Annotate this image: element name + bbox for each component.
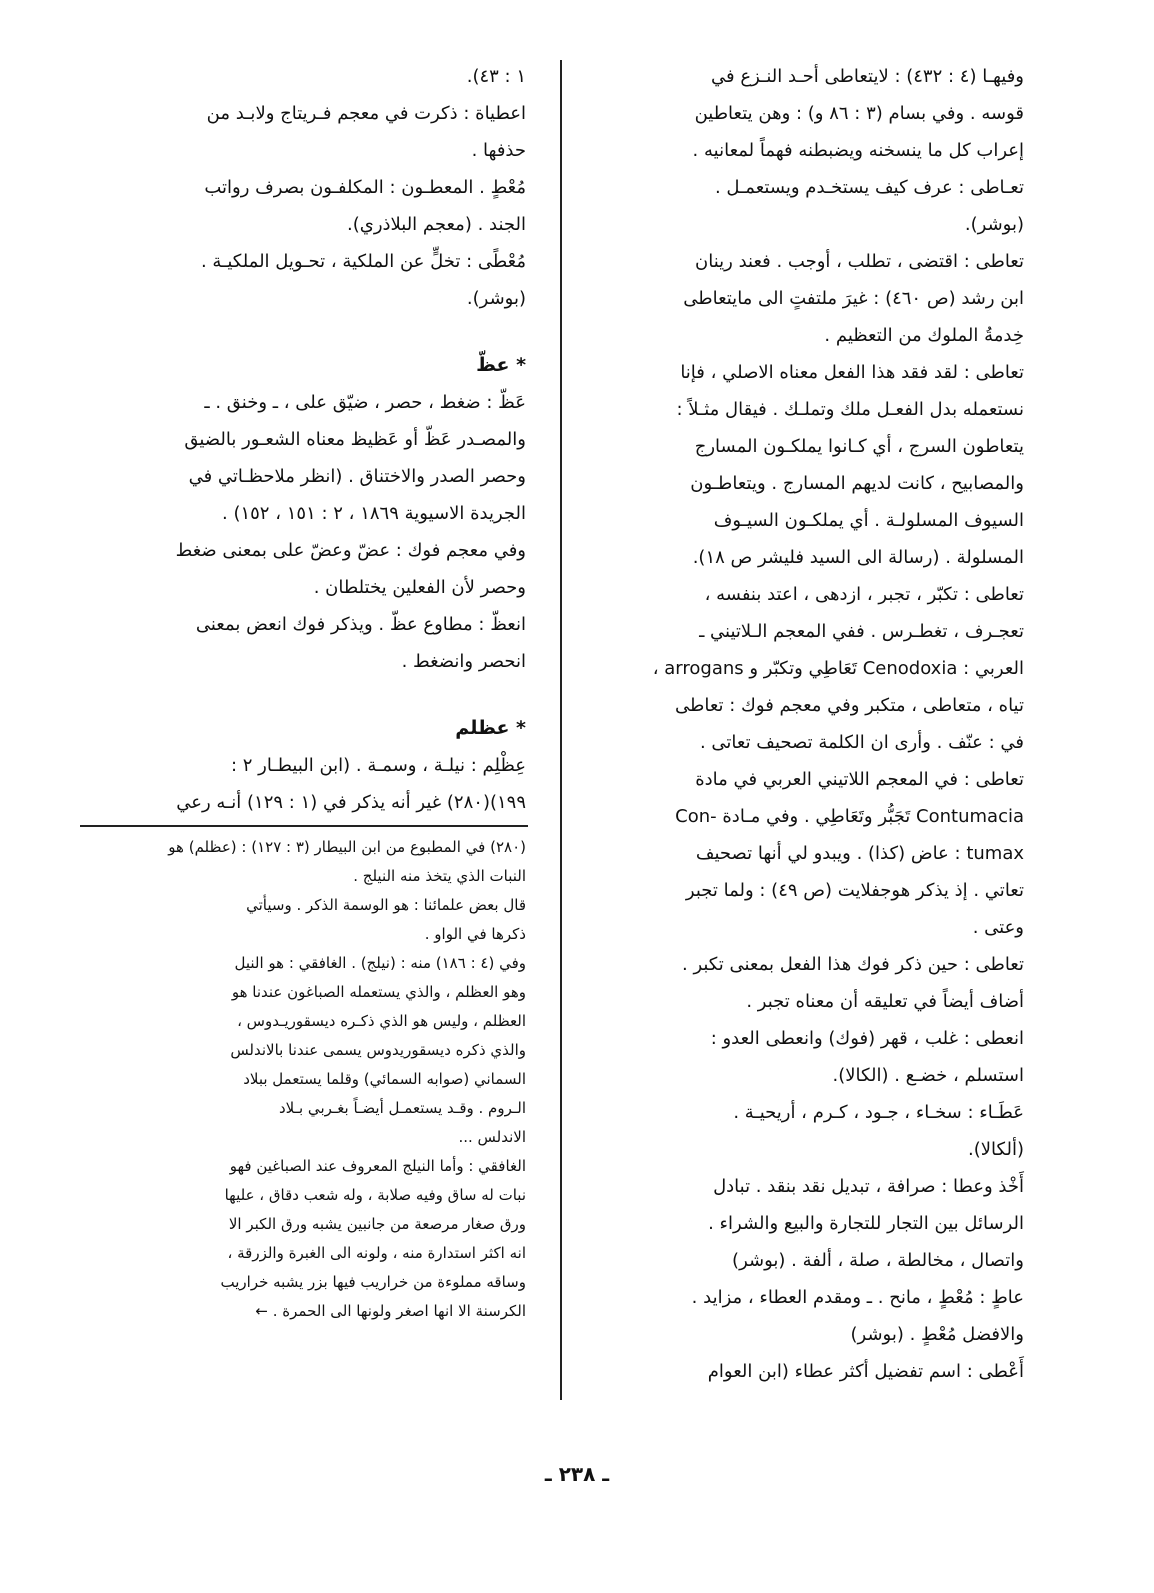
text-line: (بوشر).	[964, 214, 1024, 235]
page-number: ـ ٢٣٨ ـ	[544, 1462, 610, 1486]
text-line: والافضل مُعْطٍ . (بوشر)	[850, 1324, 1024, 1345]
footnote-line: ورق صغار مرصعة من جانبين يشبه ورق الكبر الا	[228, 1215, 526, 1233]
text-line: عَظّ : ضغط ، حصر ، ضيّق على ، ـ وخنق . ـ	[204, 392, 526, 413]
text-line: تعاطى : في المعجم اللاتيني العربي في مادة	[695, 769, 1024, 790]
text-line: (بوشر).	[466, 288, 526, 309]
text-line: انعظّ : مطاوع عظّ . ويذكر فوك انعض بمعنى	[195, 614, 526, 635]
text-line: العربي : Cenodoxia تَعَاطِي وتكبّر و arrogans ،	[652, 658, 1024, 679]
text-line: عِظْلِم : نيلـة ، وسمـة . (ابن البيطـار ٢ :	[230, 755, 526, 776]
footnote-line: النبات الذي يتخذ منه النيلج .	[353, 867, 526, 885]
footnote-line: وساقه مملوءة من خراريب فيها بزر يشبه خراريب	[220, 1273, 526, 1291]
text-line: الجند . (معجم البلاذري).	[346, 214, 526, 235]
right-column	[592, 58, 1024, 1390]
footnote-line: الغافقي : وأما النيلج المعروف عند الصباغين فهو	[229, 1157, 526, 1175]
text-line: المسلولة . (رسالة الى السيد فليشر ص ١٨).	[692, 547, 1024, 568]
text-line: تياه ، متعاطى ، متكبر وفي معجم فوك : تعاطى	[675, 695, 1024, 716]
text-line: عَطَـاء : سخـاء ، جـود ، كـرم ، أريحيـة .	[733, 1102, 1024, 1123]
left-column	[80, 58, 526, 821]
text-line: واتصال ، مخالطة ، صلة ، ألفة . (بوشر)	[732, 1250, 1024, 1271]
text-line: الجريدة الاسيوية ١٨٦٩ ، ٢ : ١٥١ ، ١٥٢) .	[222, 503, 526, 524]
text-line: تعاطى : تكبّر ، تجبر ، ازدهى ، اعتد بنفسه ،	[704, 584, 1024, 605]
footnote-separator	[80, 825, 528, 827]
text-line: وعتى .	[972, 917, 1024, 938]
text-line: تعاطى : اقتضى ، تطلب ، أوجب . فعند رينان	[695, 251, 1024, 272]
text-line: وفيهـا (٤ : ٤٣٢) : لايتعاطى أحـد النـزع في	[711, 66, 1024, 87]
footnote-line: نبات له ساق وفيه صلابة ، وله شعب دقاق ، عليها	[224, 1186, 526, 1204]
text-line: وفي معجم فوك : عضّ وعضّ على بمعنى ضغط	[175, 540, 526, 561]
text-line: ابن رشد (ص ٤٦٠) : غيرَ ملتفتٍ الى مايتعاطى	[683, 288, 1024, 309]
text-line: والمصابيح ، كانت لديهم المسارج . ويتعاطـون	[690, 473, 1024, 494]
text-line: أضاف أيضاً في تعليقه أن معناه تجبر .	[746, 991, 1024, 1012]
text-line: تعـاطى : عرف كيف يستخـدم ويستعمـل .	[714, 177, 1024, 198]
entry-azz	[80, 384, 526, 680]
text-line: مُعْطٍ . المعطـون : المكلفـون بصرف رواتب	[204, 177, 526, 198]
text-line: عاطٍ : مُعْطٍ ، مانح . ـ ومقدم العطاء ، مزايد .	[691, 1287, 1024, 1308]
text-line: Contumacia تَجَبُّر وتَعَاطِي . وفي مـادة -Con	[675, 806, 1024, 827]
text-line: tumax : عاض (كذا) . ويبدو لي أنها تصحيف	[695, 843, 1024, 864]
text-line: اعطياة : ذكرت في معجم فـريتاج ولابـد من	[206, 103, 526, 124]
footnote-line: العظلم ، وليس هو الذي ذكـره ديسقوريـدوس ،	[237, 1012, 526, 1030]
text-line: (ألكالا).	[968, 1139, 1024, 1160]
footnote-line: الكرسنة الا انها اصغر ولونها الى الحمرة . ←	[255, 1302, 526, 1320]
text-line: استسلم ، خضـع . (الكالا).	[832, 1065, 1024, 1086]
text-line: خِدمةُ الملوك من التعظيم .	[824, 325, 1024, 346]
text-line: السيوف المسلولـة . أي يملكـون السيـوف	[713, 510, 1024, 531]
text-line: أَخْذ وعطا : صرافة ، تبديل نقد بنقد . تبادل	[713, 1176, 1024, 1197]
footnote-line: وفي (٤ : ١٨٦) منه : (نيلج) . الغافقي : هو النيل	[234, 954, 526, 972]
footnotes	[80, 833, 526, 1326]
text-line: إعراب كل ما ينسخنه ويضبطنه فهماً لمعانيه .	[692, 140, 1024, 161]
text-line: قوسه . وفي بسام (٣ : ٨٦ و) : وهن يتعاطين	[694, 103, 1024, 124]
text-line: يتعاطون السرج ، أي كـانوا يملكـون المسارج	[694, 436, 1024, 457]
footnote-line: الـروم . وقـد يستعمـل أيضـاً بغـربي بـلاد	[278, 1099, 526, 1117]
text-line: تعاتي . إذ يذكر هوجفلايت (ص ٤٩) : ولما تجبر	[685, 880, 1024, 901]
text-line: تعاطى : حين ذكر فوك هذا الفعل بمعنى تكبر .	[682, 954, 1024, 975]
footnote-line: والذي ذكره ديسقوريدوس يسمى عندنا بالاندلس	[230, 1041, 526, 1059]
footnote-line: الاندلس ...	[458, 1128, 526, 1146]
text-line: أَعْطى : اسم تفضيل أكثر عطاء (ابن العوام	[707, 1361, 1024, 1382]
footnote-line: قال بعض علمائنا : هو الوسمة الذكر . وسيأتي	[246, 896, 526, 914]
text-line: ١ : ٤٣).	[466, 66, 526, 87]
text-line: انحصر وانضغط .	[401, 651, 526, 672]
footnote-line: وهو العظلم ، والذي يستعمله الصباغون عندنا هو	[231, 983, 526, 1001]
text-line: نستعمله بدل الفعـل ملك وتملـك . فيقال مثـلاً :	[676, 399, 1024, 420]
text-line: الرسائل بين التجار للتجارة والبيع والشراء .	[708, 1213, 1024, 1234]
text-line: حذفها .	[471, 140, 526, 161]
text-line: تعاطى : لقد فقد هذا الفعل معناه الاصلي ، فإنا	[680, 362, 1024, 383]
text-line: انعطى : غلب ، قهر (فوك) وانعطى العدو :	[710, 1028, 1024, 1049]
footnote-line: السماني (صوابه السمائي) وقلما يستعمل ببلاد	[243, 1070, 526, 1088]
text-line: والمصـدر عَظّ أو عَظيظ معناه الشعـور بالضيق	[184, 429, 526, 450]
text-line: تعجـرف ، تغطـرس . ففي المعجم الـلاتيني ـ	[699, 621, 1024, 642]
entry-heading-izlim: * عظلم	[455, 717, 526, 739]
footnote-line: ذكرها في الواو .	[424, 925, 526, 943]
entry-heading-azz: * عظّ	[476, 354, 526, 376]
footnote-line: (٢٨٠) في المطبوع من ابن البيطار (٣ : ١٢٧) : (عظلم) هو	[168, 838, 526, 856]
text-line: وحصر لأن الفعلين يختلطان .	[313, 577, 526, 598]
text-line: في : عنّف . وأرى ان الكلمة تصحيف تعاتى .	[699, 732, 1024, 753]
text-line: وحصر الصدر والاختناق . (انظر ملاحظـاتي في	[188, 466, 526, 487]
entry-izlim	[80, 747, 526, 821]
left-column-top-entries	[80, 58, 526, 317]
footnote-line: انه اكثر استدارة منه ، ولونه الى الغبرة والزرقة ،	[227, 1244, 526, 1262]
column-divider	[560, 60, 562, 1400]
text-line: ١٩٩)(٢٨٠) غير أنه يذكر في (١ : ١٢٩) أنـه رعي	[176, 792, 526, 813]
text-line: مُعْطًى : تخلٍّ عن الملكية ، تحـويل الملكيـة .	[200, 251, 526, 272]
